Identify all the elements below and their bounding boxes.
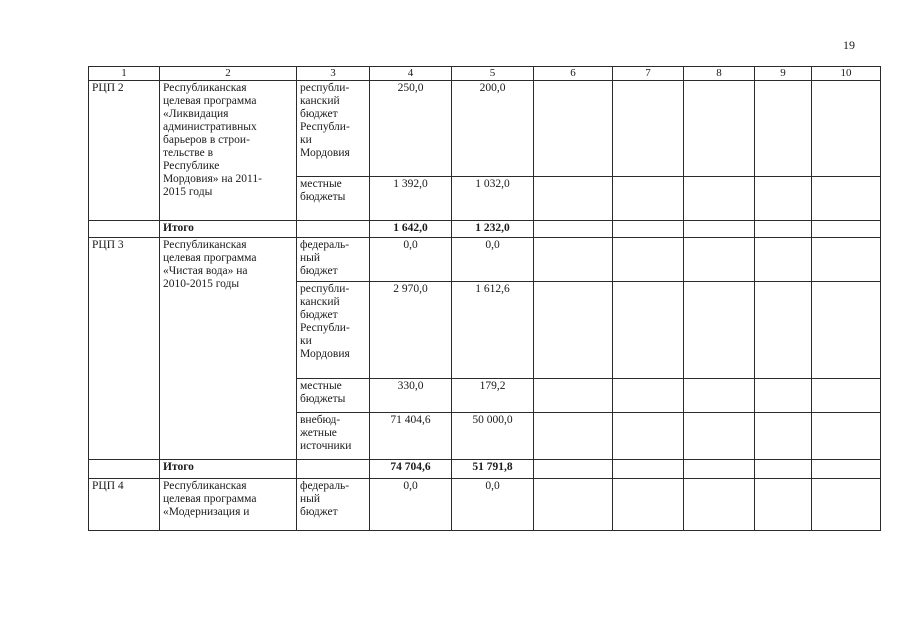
value-col5: 0,0 (452, 479, 534, 531)
budget-table (88, 66, 881, 531)
page-number: 19 (843, 38, 855, 52)
col-header: 1 (89, 67, 160, 81)
program-name: Республиканская целевая программа «Ликвидация административных барьеров в строи- тельстве в Республике Мордовия» на 2011- 2015 годы (160, 81, 297, 221)
col-header: 6 (534, 67, 613, 81)
funding-source: республи- канский бюджет Республи- ки Мордовия (297, 81, 370, 177)
program-code: РЦП 2 (89, 81, 160, 221)
funding-source: федераль- ный бюджет (297, 479, 370, 531)
funding-source: внебюд- жетные источники (297, 413, 370, 460)
header-row (89, 67, 881, 81)
value-col5: 200,0 (452, 81, 534, 177)
value-col4: 0,0 (370, 238, 452, 282)
value-col4: 250,0 (370, 81, 452, 177)
col-header: 3 (297, 67, 370, 81)
col-header: 7 (613, 67, 684, 81)
funding-source: местные бюджеты (297, 177, 370, 221)
total-row (89, 221, 881, 238)
total-col5: 1 232,0 (452, 221, 534, 238)
value-col5: 1 612,6 (452, 282, 534, 379)
total-col4: 1 642,0 (370, 221, 452, 238)
value-col4: 1 392,0 (370, 177, 452, 221)
program-code: РЦП 3 (89, 238, 160, 460)
value-col5: 1 032,0 (452, 177, 534, 221)
program-code: РЦП 4 (89, 479, 160, 531)
value-col4: 330,0 (370, 379, 452, 413)
table-row (89, 479, 881, 531)
total-row (89, 460, 881, 479)
value-col4: 0,0 (370, 479, 452, 531)
value-col5: 0,0 (452, 238, 534, 282)
col-header: 8 (684, 67, 755, 81)
col-header: 10 (812, 67, 881, 81)
value-col4: 71 404,6 (370, 413, 452, 460)
col-header: 5 (452, 67, 534, 81)
table-row (89, 81, 881, 177)
funding-source: местные бюджеты (297, 379, 370, 413)
total-col5: 51 791,8 (452, 460, 534, 479)
total-label: Итого (160, 460, 297, 479)
value-col5: 179,2 (452, 379, 534, 413)
value-col5: 50 000,0 (452, 413, 534, 460)
total-col4: 74 704,6 (370, 460, 452, 479)
funding-source: республи- канский бюджет Республи- ки Мордовия (297, 282, 370, 379)
col-header: 4 (370, 67, 452, 81)
col-header: 2 (160, 67, 297, 81)
funding-source: федераль- ный бюджет (297, 238, 370, 282)
value-col4: 2 970,0 (370, 282, 452, 379)
program-name: Республиканская целевая программа «Модернизация и (160, 479, 297, 531)
table-row (89, 238, 881, 282)
total-label: Итого (160, 221, 297, 238)
program-name: Республиканская целевая программа «Чистая вода» на 2010-2015 годы (160, 238, 297, 460)
col-header: 9 (755, 67, 812, 81)
